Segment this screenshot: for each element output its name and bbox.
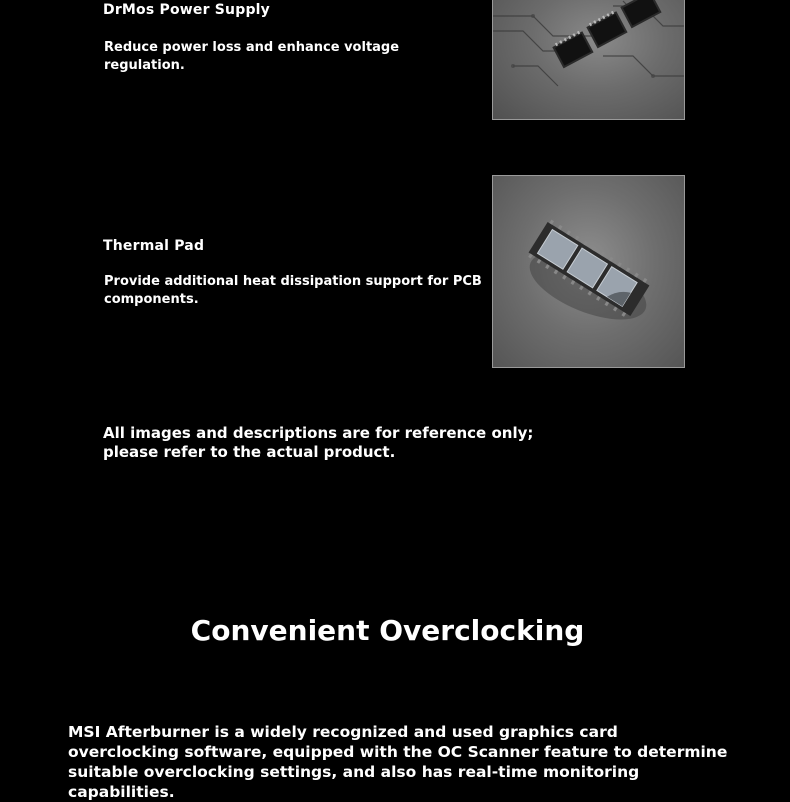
disclaimer-text: All images and descriptions are for reference only; please refer to the actual product. [103,424,534,461]
thermal-pad-image [492,175,685,368]
section-body-text: MSI Afterburner is a widely recognized and used graphics card overclocking software, equipped with the OC Scanner feature to determine suitable overclocking settings, and also has real-time monitoring capabilities. [68,723,728,801]
thermal-pad-description: Provide additional heat dissipation support for PCB components. [104,274,482,307]
drmos-description: Reduce power loss and enhance voltage regulation. [104,40,400,73]
thermal-pad-title: Thermal Pad [103,238,205,254]
drmos-title: DrMos Power Supply [103,2,270,18]
drmos-chip-image [492,0,685,120]
section-heading: Convenient Overclocking [190,614,585,647]
